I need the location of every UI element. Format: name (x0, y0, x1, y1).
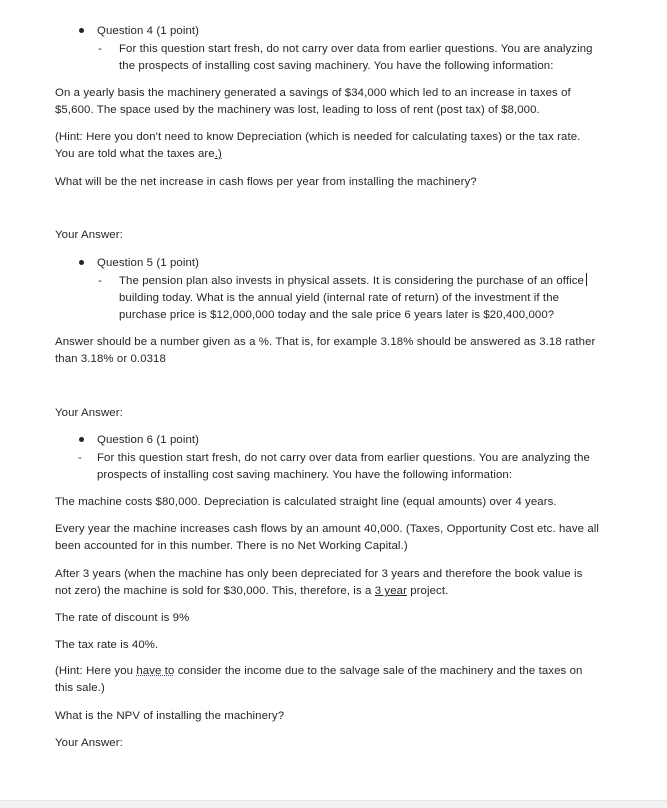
q4-answer-label: Your Answer: (55, 229, 123, 241)
q5-note-line1: Answer should be a number given as a %. That is, for example 3.18% should be answered as 3.18 rather (55, 336, 596, 348)
q4-question: What will be the net increase in cash flows per year from installing the machinery? (55, 176, 477, 188)
q4-paragraph-line1: On a yearly basis the machinery generated a savings of $34,000 which led to an increase in taxes of (55, 87, 571, 99)
q4-paragraph-line2: $5,600. The space used by the machinery was lost, leading to loss of rent (post tax) of $8,000. (55, 104, 540, 116)
q6-sale-line2-underlined: 3 year (374, 585, 407, 597)
q5-intro-line1 (119, 272, 587, 290)
q4-hint-line1: (Hint: Here you don't need to know Depreciation (which is needed for calculating taxes) or the tax rate. (55, 131, 581, 143)
q6-hint-line1-post: consider the income due to the salvage sale of the machinery and the taxes on (174, 665, 583, 677)
q6-intro-line1: For this question start fresh, do not carry over data from earlier questions. You are analyzing the (97, 452, 590, 464)
q6-hint-line1 (55, 662, 582, 680)
q6-hint-line2: this sale.) (55, 682, 105, 694)
q4-intro-line1: For this question start fresh, do not carry over data from earlier questions. You are analyzing (119, 43, 593, 55)
q6-answer-label: Your Answer: (55, 737, 123, 749)
q6-cost: The machine costs $80,000. Depreciation is calculated straight line (equal amounts) over 4 years. (55, 496, 557, 508)
q6-cashflow-line2: been accounted for in this number. There is no Net Working Capital.) (55, 540, 408, 552)
q5-answer-label: Your Answer: (55, 407, 123, 419)
q5-dash: - (98, 275, 102, 287)
q4-hint-line2 (55, 145, 222, 163)
q6-cashflow-line1: Every year the machine increases cash flows by an amount 40,000. (Taxes, Opportunity Cost etc. have all (55, 523, 600, 535)
q4-hint-line2-main: You are told what the taxes are (55, 148, 215, 160)
q6-tax-rate: The tax rate is 40%. (55, 639, 159, 651)
q6-sale-line2 (55, 582, 448, 600)
q4-hint-line2-tail: .) (214, 148, 222, 160)
q6-question: What is the NPV of installing the machinery? (55, 710, 285, 722)
q6-hint-line1-underlined: have to (136, 665, 175, 677)
q6-sale-line1: After 3 years (when the machine has only been depreciated for 3 years and therefore the book value is (55, 568, 583, 580)
q5-intro-line1-text: The pension plan also invests in physical assets. It is considering the purchase of an office (119, 275, 584, 287)
q6-sale-line2-post: project. (406, 585, 449, 597)
q6-sale-line2-pre: not zero) the machine is sold for $30,000. This, therefore, is a (55, 585, 375, 597)
q6-discount-rate: The rate of discount is 9% (55, 612, 190, 624)
bullet-icon (79, 260, 84, 265)
q5-note-line2: than 3.18% or 0.0318 (55, 353, 166, 365)
q4-title: Question 4 (1 point) (97, 25, 200, 37)
bullet-icon (79, 437, 84, 442)
q6-title: Question 6 (1 point) (97, 434, 200, 446)
text-cursor (586, 273, 587, 286)
q4-dash: - (98, 43, 102, 55)
q4-intro-line2: the prospects of installing cost saving machinery. You have the following information: (119, 60, 554, 72)
q5-title: Question 5 (1 point) (97, 257, 200, 269)
q5-intro-line2: building today. What is the annual yield (internal rate of return) of the investment if the (119, 292, 560, 304)
bullet-icon (79, 28, 84, 33)
q6-dash: - (78, 452, 82, 464)
q6-intro-line2: prospects of installing cost saving machinery. You have the following information: (97, 469, 513, 481)
q6-hint-line1-pre: (Hint: Here you (55, 665, 137, 677)
q5-intro-line3: purchase price is $12,000,000 today and the sale price 6 years later is $20,400,000? (119, 309, 555, 321)
